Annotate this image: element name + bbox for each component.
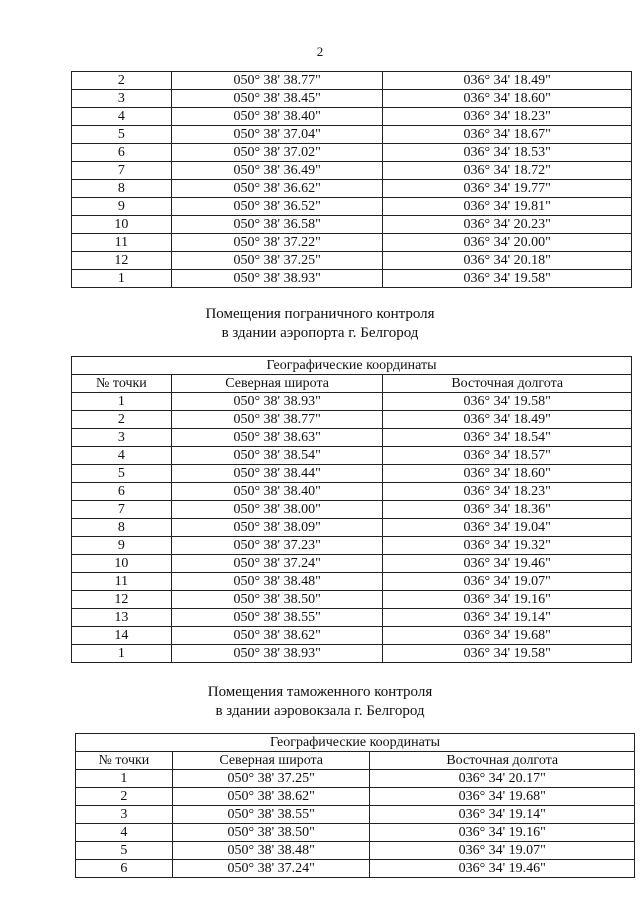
cell-point-number: 7 [72,162,172,180]
cell-latitude: 050° 38' 37.25" [172,770,370,788]
cell-longitude: 036° 34' 19.16" [370,824,635,842]
cell-point-number: 5 [76,842,173,860]
cell-longitude: 036° 34' 20.17" [370,770,635,788]
cell-point-number: 9 [72,198,172,216]
cell-longitude: 036° 34' 18.60" [383,90,632,108]
cell-latitude: 050° 38' 38.55" [171,609,383,627]
cell-latitude: 050° 38' 38.48" [171,573,383,591]
cell-latitude: 050° 38' 37.22" [171,234,383,252]
cell-longitude: 036° 34' 18.72" [383,162,632,180]
column-header-longitude: Восточная долгота [383,375,632,393]
table-row [72,519,632,537]
table-row [72,573,632,591]
cell-point-number: 11 [72,573,172,591]
cell-latitude: 050° 38' 38.48" [172,842,370,860]
customs-control-caption [0,683,640,721]
cell-longitude: 036° 34' 19.81" [383,198,632,216]
table-body [72,393,632,663]
cell-latitude: 050° 38' 38.00" [171,501,383,519]
cell-latitude: 050° 38' 38.62" [172,788,370,806]
cell-latitude: 050° 38' 37.24" [172,860,370,878]
table-row [72,429,632,447]
cell-longitude: 036° 34' 18.23" [383,108,632,126]
cell-point-number: 6 [72,483,172,501]
cell-latitude: 050° 38' 38.40" [171,108,383,126]
cell-longitude: 036° 34' 18.67" [383,126,632,144]
cell-latitude: 050° 38' 38.62" [171,627,383,645]
cell-latitude: 050° 38' 38.45" [171,90,383,108]
cell-longitude: 036° 34' 19.04" [383,519,632,537]
table-row [72,393,632,411]
cell-longitude: 036° 34' 20.18" [383,252,632,270]
table-row [76,770,635,788]
cell-point-number: 4 [76,824,173,842]
cell-point-number: 7 [72,501,172,519]
cell-latitude: 050° 38' 38.40" [171,483,383,501]
cell-longitude: 036° 34' 19.16" [383,591,632,609]
column-header-point: № точки [72,375,172,393]
cell-latitude: 050° 38' 37.24" [171,555,383,573]
caption-line: в здании аэропорта г. Белгород [221,325,419,341]
cell-longitude: 036° 34' 18.54" [383,429,632,447]
cell-longitude: 036° 34' 19.07" [383,573,632,591]
cell-longitude: 036° 34' 18.60" [383,465,632,483]
cell-point-number: 1 [72,393,172,411]
cell-longitude: 036° 34' 18.49" [383,72,632,90]
cell-point-number: 2 [72,411,172,429]
table-row [72,234,632,252]
cell-longitude: 036° 34' 19.32" [383,537,632,555]
cell-longitude: 036° 34' 19.58" [383,645,632,663]
cell-point-number: 1 [72,270,172,288]
cell-longitude: 036° 34' 19.46" [383,555,632,573]
cell-point-number: 5 [72,465,172,483]
cell-latitude: 050° 38' 37.25" [171,252,383,270]
table-row [72,645,632,663]
coordinates-table-continuation [71,71,632,288]
caption-line: в здании аэровокзала г. Белгород [215,703,425,719]
table-row [72,447,632,465]
cell-longitude: 036° 34' 19.68" [383,627,632,645]
cell-latitude: 050° 38' 37.02" [171,144,383,162]
table-row [76,860,635,878]
table-row [72,162,632,180]
cell-latitude: 050° 38' 38.93" [171,645,383,663]
cell-latitude: 050° 38' 38.93" [171,393,383,411]
table-row [76,842,635,860]
cell-latitude: 050° 38' 36.58" [171,216,383,234]
cell-latitude: 050° 38' 37.04" [171,126,383,144]
cell-latitude: 050° 38' 36.52" [171,198,383,216]
table-row [72,126,632,144]
cell-point-number: 6 [76,860,173,878]
cell-point-number: 8 [72,180,172,198]
cell-point-number: 1 [72,645,172,663]
cell-latitude: 050° 38' 38.93" [171,270,383,288]
table-row [72,198,632,216]
table-row [76,788,635,806]
cell-longitude: 036° 34' 19.46" [370,860,635,878]
table-row [72,609,632,627]
cell-latitude: 050° 38' 37.23" [171,537,383,555]
cell-point-number: 1 [76,770,173,788]
cell-point-number: 2 [72,72,172,90]
cell-point-number: 9 [72,537,172,555]
table-row [76,824,635,842]
table-row [72,270,632,288]
table-body [76,770,635,878]
group-header: Географические координаты [76,734,635,752]
cell-longitude: 036° 34' 18.23" [383,483,632,501]
column-header-latitude: Северная широта [172,752,370,770]
table-row [72,180,632,198]
table-row [72,90,632,108]
cell-longitude: 036° 34' 18.57" [383,447,632,465]
cell-latitude: 050° 38' 38.09" [171,519,383,537]
cell-latitude: 050° 38' 36.49" [171,162,383,180]
table-row [72,465,632,483]
table-row [72,483,632,501]
table-row [72,501,632,519]
column-header-latitude: Северная широта [171,375,383,393]
cell-point-number: 14 [72,627,172,645]
cell-point-number: 8 [72,519,172,537]
cell-latitude: 050° 38' 38.54" [171,447,383,465]
cell-latitude: 050° 38' 38.63" [171,429,383,447]
column-header-point: № точки [76,752,173,770]
cell-longitude: 036° 34' 20.00" [383,234,632,252]
cell-latitude: 050° 38' 36.62" [171,180,383,198]
cell-longitude: 036° 34' 19.68" [370,788,635,806]
cell-longitude: 036° 34' 19.14" [370,806,635,824]
cell-longitude: 036° 34' 19.07" [370,842,635,860]
cell-point-number: 4 [72,108,172,126]
cell-point-number: 2 [76,788,173,806]
cell-point-number: 3 [72,90,172,108]
cell-longitude: 036° 34' 18.53" [383,144,632,162]
table-row [72,72,632,90]
border-control-coordinates-table [71,356,632,663]
table-row [72,555,632,573]
cell-point-number: 11 [72,234,172,252]
cell-longitude: 036° 34' 19.58" [383,393,632,411]
border-control-caption [0,305,640,343]
table-row [72,216,632,234]
group-header: Географические координаты [72,357,632,375]
customs-control-coordinates-table [75,733,635,878]
cell-longitude: 036° 34' 19.77" [383,180,632,198]
cell-longitude: 036° 34' 18.36" [383,501,632,519]
table-row [72,252,632,270]
cell-point-number: 3 [72,429,172,447]
cell-point-number: 3 [76,806,173,824]
cell-point-number: 12 [72,252,172,270]
caption-line: Помещения пограничного контроля [205,306,435,322]
table-row [72,537,632,555]
cell-point-number: 4 [72,447,172,465]
cell-point-number: 10 [72,216,172,234]
page-number: 2 [316,44,324,59]
table-row [76,806,635,824]
table-row [72,591,632,609]
cell-point-number: 12 [72,591,172,609]
table-row [72,627,632,645]
cell-latitude: 050° 38' 38.55" [172,806,370,824]
table-row [72,108,632,126]
cell-longitude: 036° 34' 19.58" [383,270,632,288]
cell-longitude: 036° 34' 18.49" [383,411,632,429]
cell-longitude: 036° 34' 19.14" [383,609,632,627]
cell-longitude: 036° 34' 20.23" [383,216,632,234]
table-row [72,411,632,429]
cell-latitude: 050° 38' 38.77" [171,72,383,90]
cell-latitude: 050° 38' 38.44" [171,465,383,483]
cell-latitude: 050° 38' 38.77" [171,411,383,429]
table-body [72,72,632,288]
cell-latitude: 050° 38' 38.50" [171,591,383,609]
cell-point-number: 10 [72,555,172,573]
cell-point-number: 5 [72,126,172,144]
table-row [72,144,632,162]
caption-line: Помещения таможенного контроля [207,684,433,700]
cell-latitude: 050° 38' 38.50" [172,824,370,842]
cell-point-number: 13 [72,609,172,627]
cell-point-number: 6 [72,144,172,162]
column-header-longitude: Восточная долгота [370,752,635,770]
